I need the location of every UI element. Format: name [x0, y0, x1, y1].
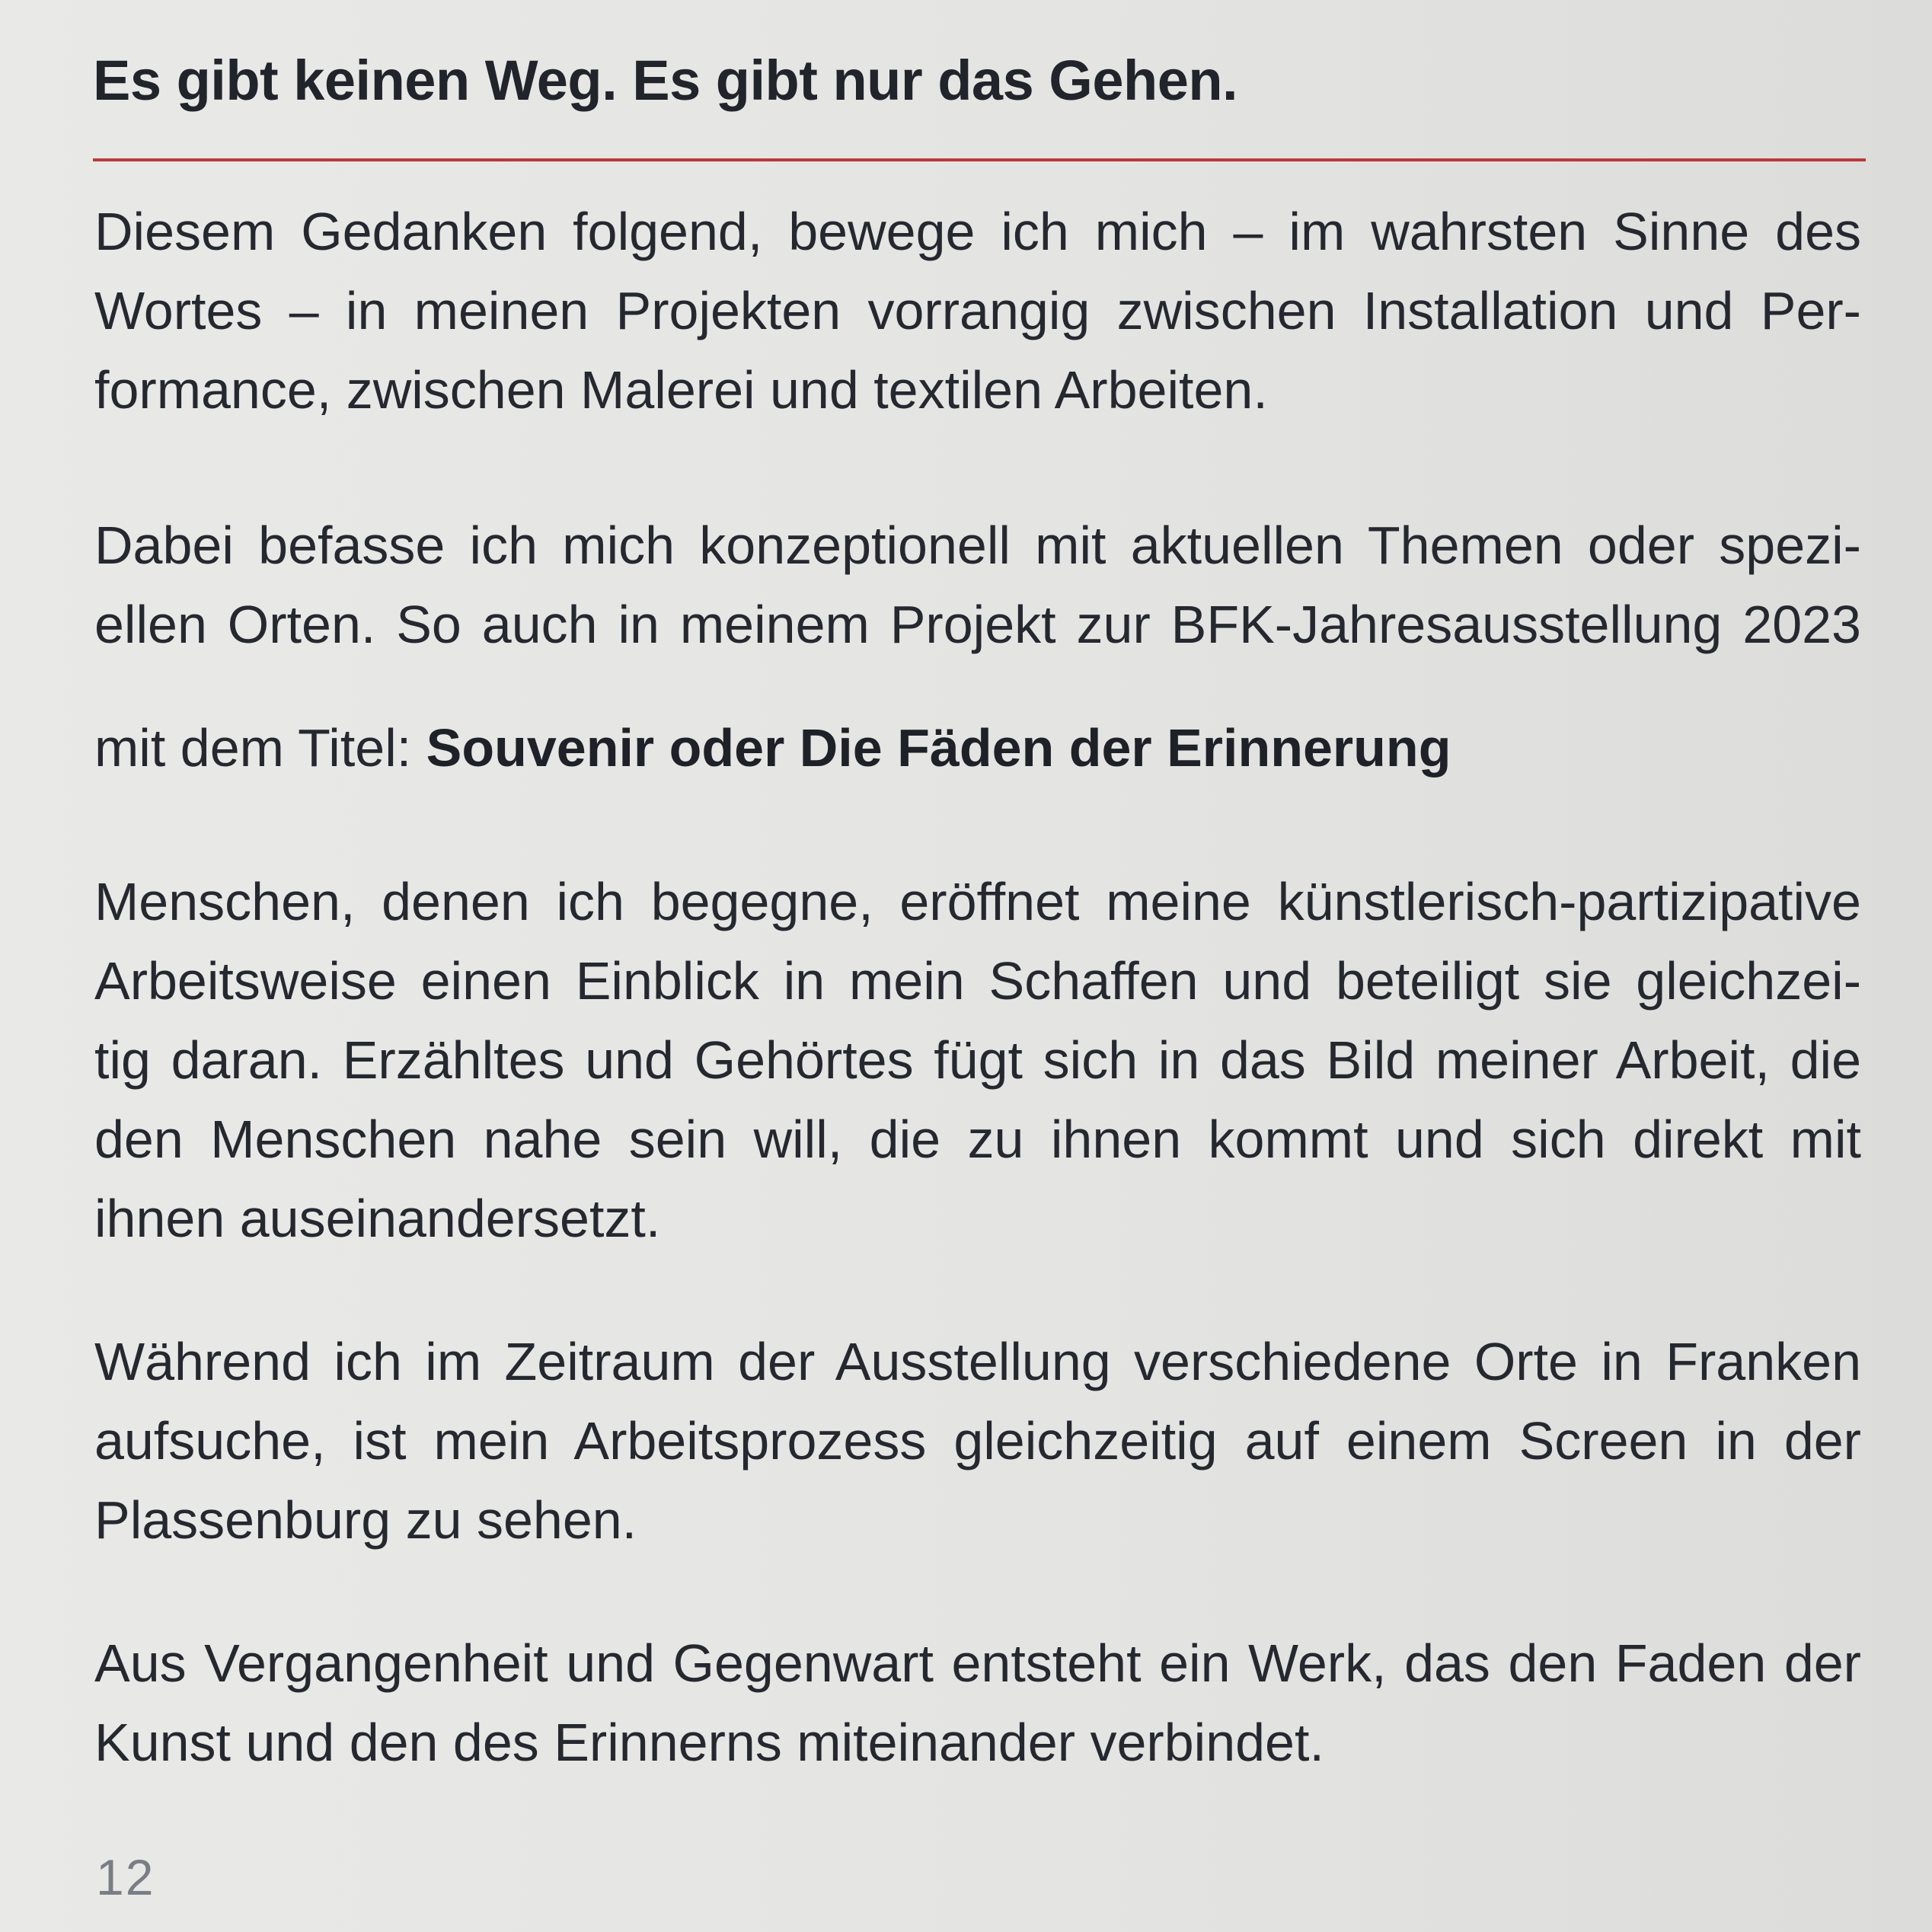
- page-heading: Es gibt keinen Weg. Es gibt nur das Gehen.: [93, 49, 1238, 112]
- paragraph-line: ihnen auseinandersetzt.: [94, 1189, 661, 1248]
- paragraph-line: Diesem Gedanken folgend, bewege ich mich – im wahrsten Sinne des: [94, 202, 1861, 261]
- paragraph-line: Dabei befasse ich mich konzeptionell mit aktuellen Themen oder spezi-: [94, 516, 1861, 575]
- paragraph-line: Wortes – in meinen Projekten vorrangig zwischen Installation und Per-: [94, 281, 1861, 340]
- page-number: 12: [96, 1849, 155, 1905]
- paragraph-line: ellen Orten. So auch in meinem Projekt zur BFK-Jahresausstellung 2023: [94, 595, 1861, 654]
- project-title: Souvenir oder Die Fäden der Erinnerung: [426, 718, 1451, 778]
- paragraph-conclusion: [94, 1624, 1861, 1782]
- paragraph-line: Menschen, denen ich begegne, eröffnet meine künstlerisch-partizipative: [94, 872, 1861, 931]
- paragraph-line: den Menschen nahe sein will, die zu ihnen kommt und sich direkt mit: [94, 1110, 1861, 1169]
- paragraph-line: Aus Vergangenheit und Gegenwart entsteht ein Werk, das den Faden der: [94, 1633, 1861, 1693]
- paragraph-line: tig daran. Erzähltes und Gehörtes fügt sich in das Bild meiner Arbeit, die: [94, 1030, 1861, 1090]
- paragraph-line: aufsuche, ist mein Arbeitsprozess gleichzeitig auf einem Screen in der: [94, 1411, 1861, 1471]
- paragraph-line: formance, zwischen Malerei und textilen Arbeiten.: [94, 360, 1268, 420]
- paragraph-line: Arbeitsweise einen Einblick in mein Schaffen und beteiligt sie gleichzei-: [94, 951, 1861, 1011]
- paragraph-exhibition: [94, 1322, 1861, 1560]
- paragraph-project-title: [94, 708, 1861, 787]
- paragraph-line: Kunst und den des Erinnerns miteinander verbindet.: [94, 1713, 1324, 1772]
- heading-divider: [93, 158, 1866, 161]
- paragraph-intro: [94, 192, 1861, 430]
- title-prefix: mit dem Titel:: [94, 718, 426, 778]
- paragraph-participation: [94, 862, 1861, 1258]
- paragraph-line: Während ich im Zeitraum der Ausstellung verschiedene Orte in Franken: [94, 1332, 1861, 1391]
- paragraph-concept: [94, 506, 1861, 664]
- paragraph-line: Plassenburg zu sehen.: [94, 1490, 637, 1550]
